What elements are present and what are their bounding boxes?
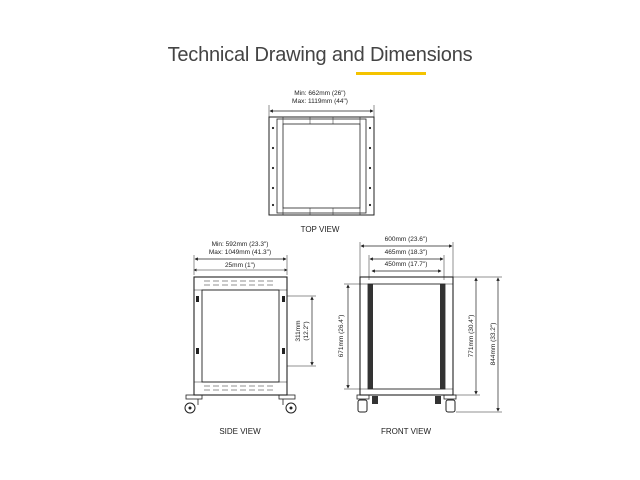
top-view-outline [269, 117, 374, 215]
side-view-bottom-vents [204, 386, 273, 390]
top-view [269, 90, 374, 234]
top-view-inner-frame [277, 119, 366, 213]
front-view-outline [360, 277, 453, 395]
top-view-width-max: Max: 1119mm (44") [292, 98, 348, 105]
page-title: Technical Drawing and Dimensions [167, 44, 473, 66]
side-view-vent-height-inches: (12.2") [303, 321, 310, 341]
top-view-rack-opening [283, 124, 360, 208]
front-view-rail-height: 671mm (26.4") [338, 314, 345, 358]
front-view-left-rail [368, 284, 373, 389]
side-view-depth-min: Min: 592mm (23.3") [211, 241, 269, 248]
side-view-outline [194, 277, 287, 395]
front-view-opening [368, 284, 445, 389]
front-view-label: FRONT VIEW [380, 427, 432, 436]
front-view-middle-width: 465mm (18.3") [384, 249, 428, 256]
front-view-right-rail [440, 284, 445, 389]
top-view-label: TOP VIEW [300, 225, 340, 234]
front-view-rail-width: 450mm (17.7") [384, 261, 428, 268]
front-view-outer-width: 600mm (23.6") [384, 236, 428, 243]
top-view-mounting-holes [272, 127, 371, 206]
front-view-casters [357, 395, 456, 412]
side-view-depth-max: Max: 1049mm (41.3") [208, 249, 272, 256]
front-view-total-height: 844mm (33.2") [490, 322, 497, 366]
side-view-label: SIDE VIEW [219, 427, 261, 436]
side-view-casters [185, 395, 296, 413]
top-view-width-min: Min: 662mm (26") [294, 90, 346, 97]
side-view-side-panel [202, 290, 279, 382]
side-view [185, 241, 316, 436]
side-view-top-vents [204, 281, 273, 285]
side-view-offset: 25mm (1") [224, 262, 256, 269]
front-view-body-height: 771mm (30.4") [468, 314, 475, 358]
side-view-vent-height: 311mm [295, 320, 302, 342]
front-view [338, 236, 502, 436]
side-view-panel-latches [196, 296, 285, 354]
